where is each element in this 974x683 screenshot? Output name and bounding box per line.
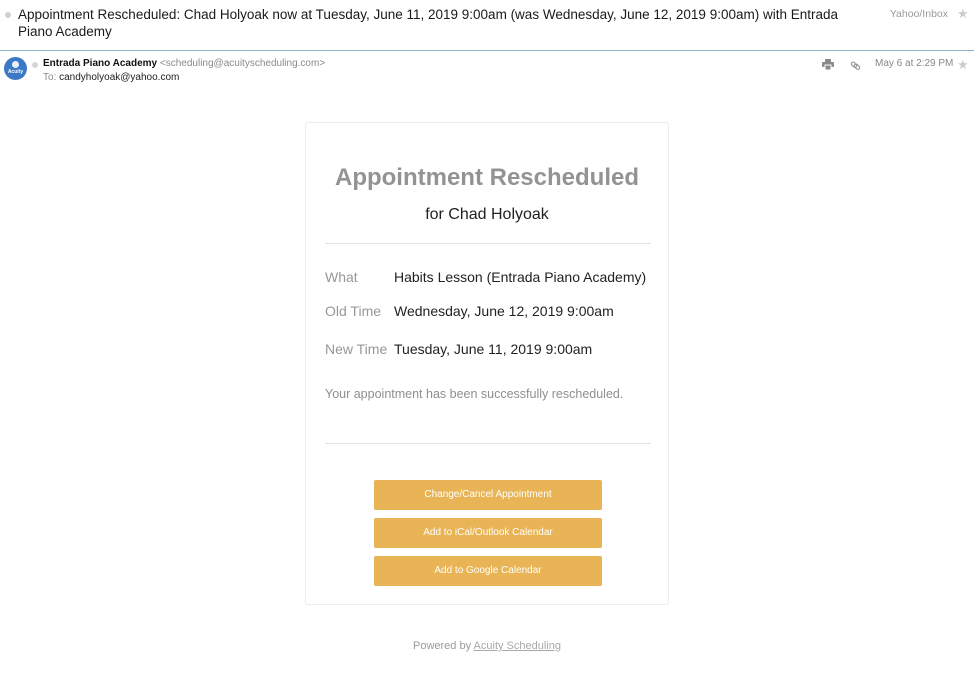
unread-indicator-icon[interactable]: [5, 12, 11, 18]
confirmation-message: Your appointment has been successfully rescheduled.: [325, 387, 624, 401]
email-subject: Appointment Rescheduled: Chad Holyoak now at Tuesday, June 11, 2019 9:00am (was Wednesday, June 12, 2019 9:00am) with Entrada Piano Academy: [18, 7, 839, 39]
sender-name[interactable]: Entrada Piano Academy: [43, 58, 158, 69]
detail-value: Wednesday, June 12, 2019 9:00am: [394, 303, 614, 319]
card-subtitle: for Chad Holyoak: [425, 206, 549, 223]
detail-label: New Time: [325, 341, 388, 357]
footer-prefix: Powered by: [413, 640, 472, 652]
to-label: To:: [43, 72, 57, 83]
acuity-logo-icon: [12, 61, 19, 68]
avatar: [4, 57, 27, 80]
detail-value: Habits Lesson (Entrada Piano Academy): [394, 269, 647, 285]
change-cancel-button[interactable]: Change/Cancel Appointment: [374, 480, 602, 510]
acuity-scheduling-link[interactable]: Acuity Scheduling: [473, 640, 561, 652]
sender-line: [43, 58, 325, 69]
star-icon[interactable]: ★: [957, 6, 969, 21]
detail-label: What: [325, 269, 358, 285]
divider: [325, 243, 651, 244]
sender-status-icon: [32, 62, 38, 68]
detail-row-new-time: [325, 341, 655, 361]
appointment-card: [305, 122, 669, 605]
detail-row-what: [325, 269, 655, 289]
subject-bar: [0, 0, 974, 51]
avatar-text: Acuity: [7, 69, 24, 75]
divider: [325, 443, 651, 444]
link-icon[interactable]: [850, 60, 861, 71]
recipient-line: [43, 72, 179, 83]
add-ical-outlook-button[interactable]: Add to iCal/Outlook Calendar: [374, 518, 602, 548]
add-google-calendar-button[interactable]: Add to Google Calendar: [374, 556, 602, 586]
sender-email[interactable]: <scheduling@acuityscheduling.com>: [159, 58, 326, 69]
star-icon[interactable]: ★: [957, 57, 969, 72]
detail-value: Tuesday, June 11, 2019 9:00am: [394, 341, 593, 357]
email-date: May 6 at 2:29 PM: [875, 58, 954, 69]
footer: [0, 640, 974, 652]
recipient-address[interactable]: candyholyoak@yahoo.com: [59, 72, 180, 83]
detail-row-old-time: [325, 303, 655, 323]
detail-label: Old Time: [325, 303, 382, 319]
print-icon[interactable]: [822, 59, 834, 70]
card-title: Appointment Rescheduled: [334, 164, 640, 191]
folder-label[interactable]: Yahoo/Inbox: [889, 8, 948, 20]
